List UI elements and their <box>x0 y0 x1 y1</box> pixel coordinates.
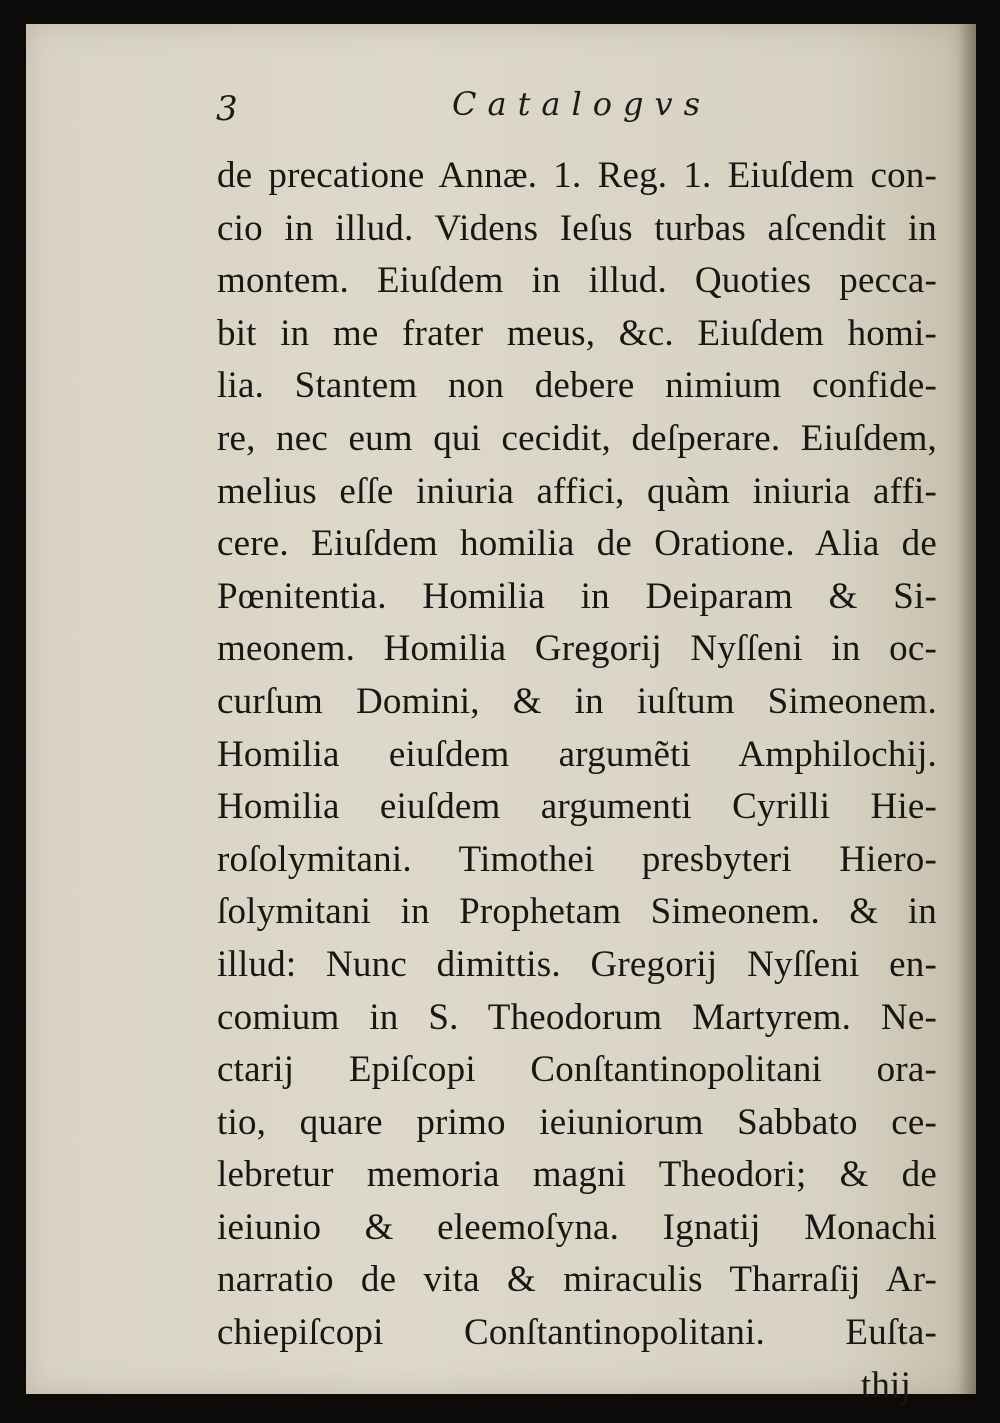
text-line: Pœnitentia. Homilia in Deiparam & Si- <box>217 575 937 617</box>
running-head: Catalogvs <box>452 85 711 123</box>
text-line: ſolymitani in Prophetam Simeonem. & in <box>217 891 937 933</box>
text-line: de precatione Annæ. 1. Reg. 1. Eiuſdem con- <box>217 155 937 196</box>
text-line: curſum Domini, & in iuſtum Simeonem. <box>217 680 937 722</box>
page-header <box>0 85 1000 152</box>
text-line: re, nec eum qui cecidit, deſperare. Eiuſdem, <box>217 417 937 459</box>
text-line: bit in me frater meus, &c. Eiuſdem homi- <box>217 312 937 354</box>
text-line: cio in illud. Videns Ieſus turbas aſcendit in <box>217 207 937 249</box>
text-line: tio, quare primo ieiuniorum Sabbato ce- <box>217 1101 937 1143</box>
text-line: melius eſſe iniuria affici, quàm iniuria affi- <box>217 470 937 512</box>
text-line: narratio de vita & miraculis Tharraſij Ar- <box>217 1259 937 1301</box>
text-line: cere. Eiuſdem homilia de Oratione. Alia de <box>217 523 937 565</box>
text-line: Homilia eiuſdem argumẽti Amphilochij. <box>217 733 937 775</box>
text-line: Homilia eiuſdem argumenti Cyrilli Hie- <box>217 786 937 828</box>
text-line: lebretur memoria magni Theodori; & de <box>217 1154 937 1196</box>
text-line: ieiunio & eleemoſyna. Ignatij Monachi <box>217 1206 937 1248</box>
text-line: ctarij Epiſcopi Conſtantinopolitani ora- <box>217 1049 937 1091</box>
body-text <box>217 150 937 1412</box>
page-number: 3 <box>216 89 238 129</box>
catchword: thij <box>860 1364 911 1406</box>
text-line: montem. Eiuſdem in illud. Quoties pecca- <box>217 260 937 302</box>
text-line: chiepiſcopi Conſtantinopolitani. Euſta- <box>217 1312 937 1354</box>
text-line: lia. Stantem non debere nimium confide- <box>217 365 937 407</box>
page-gutter-shadow <box>958 24 976 1394</box>
text-line: meonem. Homilia Gregorij Nyſſeni in oc- <box>217 628 937 670</box>
text-line: illud: Nunc dimittis. Gregorij Nyſſeni en- <box>217 943 937 985</box>
text-line: comium in S. Theodorum Martyrem. Ne- <box>217 996 937 1038</box>
text-line: roſolymitani. Timothei presbyteri Hiero- <box>217 838 937 880</box>
